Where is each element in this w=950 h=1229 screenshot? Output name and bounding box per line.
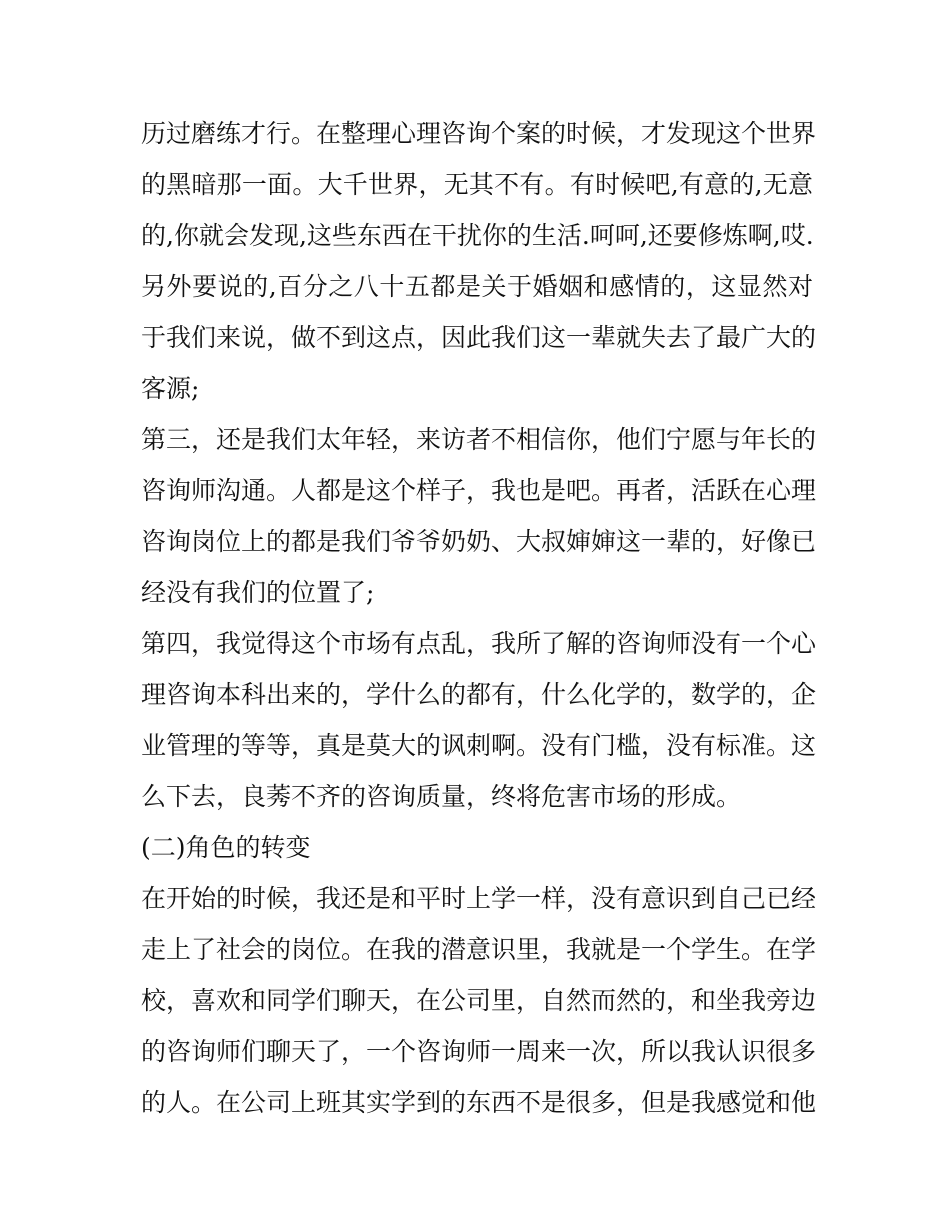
text-line: 经没有我们的位置了; <box>141 578 375 607</box>
text-line: 咨询师沟通。人都是这个样子，我也是吧。再者，活跃在心理 <box>141 476 817 505</box>
text-line: 客源; <box>141 374 200 403</box>
text-line: 么下去，良莠不齐的咨询质量，终将危害市场的形成。 <box>141 782 742 811</box>
text-line: 走上了社会的岗位。在我的潜意识里，我就是一个学生。在学 <box>141 935 817 964</box>
text-line: 在开始的时候，我还是和平时上学一样，没有意识到自己已经 <box>141 884 817 913</box>
text-line: 的咨询师们聊天了，一个咨询师一周来一次，所以我认识很多 <box>141 1037 817 1066</box>
section-heading: (二)角色的转变 <box>141 833 311 862</box>
text-line: 校，喜欢和同学们聊天，在公司里，自然而然的，和坐我旁边 <box>141 986 817 1015</box>
body-text <box>141 108 817 1128</box>
text-line: 第三，还是我们太年轻，来访者不相信你，他们宁愿与年长的 <box>141 425 817 454</box>
text-line: 的,你就会发现,这些东西在干扰你的生活.呵呵,还要修炼啊,哎. <box>141 221 814 250</box>
text-line: 第四，我觉得这个市场有点乱，我所了解的咨询师没有一个心 <box>141 629 817 658</box>
text-line: 业管理的等等，真是莫大的讽刺啊。没有门槛，没有标准。这 <box>141 731 817 760</box>
text-line: 的人。在公司上班其实学到的东西不是很多，但是我感觉和他 <box>141 1088 817 1117</box>
text-line: 另外要说的,百分之八十五都是关于婚姻和感情的，这显然对 <box>141 272 813 301</box>
text-line: 理咨询本科出来的，学什么的都有，什么化学的，数学的，企 <box>141 680 817 709</box>
text-line: 历过磨练才行。在整理心理咨询个案的时候，才发现这个世界 <box>141 119 817 148</box>
text-line: 于我们来说，做不到这点，因此我们这一辈就失去了最广大的 <box>141 323 817 352</box>
text-line: 咨询岗位上的都是我们爷爷奶奶、大叔婶婶这一辈的，好像已 <box>141 527 817 556</box>
text-line: 的黑暗那一面。大千世界，无其不有。有时候吧,有意的,无意 <box>141 170 813 199</box>
